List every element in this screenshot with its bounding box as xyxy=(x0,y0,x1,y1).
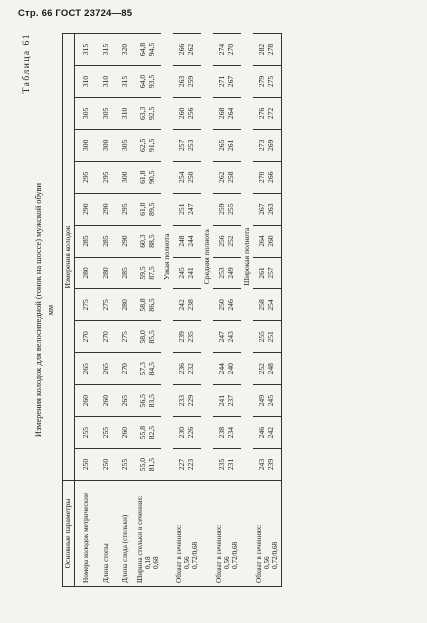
table-unit: мм xyxy=(46,304,55,316)
table-cell: 249 245 xyxy=(253,385,282,417)
table-cell: 246 242 xyxy=(253,417,282,449)
table-cell: 263 259 xyxy=(173,66,201,98)
table-cell: 260 xyxy=(97,385,116,417)
parameter-name: Длина стопы xyxy=(102,543,111,583)
table-cell: 254 250 xyxy=(173,161,201,193)
parameter-label xyxy=(173,481,201,587)
table-cell: 282 278 xyxy=(253,34,282,66)
table-cell: 305 xyxy=(116,129,135,161)
table-cell: 251 247 xyxy=(173,193,201,225)
table-cell: 280 xyxy=(75,257,98,289)
measurements-table xyxy=(62,33,282,587)
table-caption: Измерения колодок для велосипедной (гонок на шоссе) мужской обуви xyxy=(34,182,43,438)
table-cell: 315 xyxy=(75,34,98,66)
section-row xyxy=(161,34,173,587)
table-cell: 241 237 xyxy=(213,385,241,417)
table-cell: 290 xyxy=(116,225,135,257)
table-cell: 295 xyxy=(116,193,135,225)
table-cell: 63,3 92,5 xyxy=(135,97,161,129)
table-cell: 270 xyxy=(97,321,116,353)
parameter-label xyxy=(213,481,241,587)
table-cell: 244 240 xyxy=(213,353,241,385)
table-cell: 260 xyxy=(75,385,98,417)
table-cell: 285 xyxy=(75,225,98,257)
table-cell: 61,0 89,5 xyxy=(135,193,161,225)
table-cell: 230 226 xyxy=(173,417,201,449)
table-cell: 271 267 xyxy=(213,66,241,98)
parameter-name: Длина следа (стельки) xyxy=(121,514,130,583)
table-cell: 242 238 xyxy=(173,289,201,321)
table-row xyxy=(173,34,201,587)
table-cell: 279 275 xyxy=(253,66,282,98)
parameter-label xyxy=(75,481,98,587)
table-cell: 300 xyxy=(116,161,135,193)
table-cell: 250 xyxy=(75,449,98,481)
table-cell: 280 xyxy=(97,257,116,289)
table-cell: 273 269 xyxy=(253,129,282,161)
table-cell: 255 xyxy=(97,417,116,449)
column-header-measurements: Измерения колодок xyxy=(63,34,75,481)
table-cell: 258 254 xyxy=(253,289,282,321)
table-row xyxy=(97,34,116,587)
table-cell: 236 232 xyxy=(173,353,201,385)
table-cell: 265 xyxy=(75,353,98,385)
table-cell: 320 xyxy=(116,34,135,66)
table-cell: 310 xyxy=(97,66,116,98)
parameter-sections: 0,56 0,72/0,68 xyxy=(222,541,240,569)
section-spacer xyxy=(201,481,213,587)
table-cell: 305 xyxy=(75,97,98,129)
parameter-label xyxy=(116,481,135,587)
table-cell: 285 xyxy=(97,225,116,257)
rotated-table-page xyxy=(20,27,423,593)
table-cell: 261 257 xyxy=(253,257,282,289)
parameter-name: Номера колодок метрические xyxy=(81,492,90,583)
table-cell: 285 xyxy=(116,257,135,289)
table-cell: 276 272 xyxy=(253,97,282,129)
table-cell: 57,3 84,5 xyxy=(135,353,161,385)
parameter-name: Обхват в сечениях: xyxy=(254,524,263,583)
table-cell: 235 231 xyxy=(213,449,241,481)
table-cell: 227 223 xyxy=(173,449,201,481)
table-cell: 56,5 83,5 xyxy=(135,385,161,417)
parameter-name: Обхват в сечениях: xyxy=(174,524,183,583)
table-cell: 233 229 xyxy=(173,385,201,417)
table-cell: 247 243 xyxy=(213,321,241,353)
table-cell: 259 255 xyxy=(213,193,241,225)
table-cell: 265 xyxy=(97,353,116,385)
table-cell: 274 270 xyxy=(213,34,241,66)
section-title: Узкая полнота xyxy=(161,233,171,280)
table-cell: 64,0 93,5 xyxy=(135,66,161,98)
column-header-parameters: Основные параметры xyxy=(63,481,75,587)
parameter-sections: 0,56 0,72/0,68 xyxy=(262,541,280,569)
table-row xyxy=(116,34,135,587)
parameter-name: Ширина стельки в сечениях: xyxy=(135,495,144,583)
table-cell: 300 xyxy=(97,129,116,161)
parameter-label xyxy=(135,481,161,587)
table-cell: 255 251 xyxy=(253,321,282,353)
table-cell: 265 261 xyxy=(213,129,241,161)
table-cell: 275 xyxy=(116,321,135,353)
parameter-label xyxy=(253,481,282,587)
table-cell: 280 xyxy=(116,289,135,321)
table-cell: 239 235 xyxy=(173,321,201,353)
table-cell: 250 246 xyxy=(213,289,241,321)
table-cell: 270 266 xyxy=(253,161,282,193)
table-cell: 260 xyxy=(116,417,135,449)
table-cell: 243 239 xyxy=(253,449,282,481)
table-number: Таблица 61 xyxy=(22,33,32,94)
table-cell: 290 xyxy=(97,193,116,225)
section-title: Средняя полнота xyxy=(201,229,211,285)
parameter-sections: 0,18 0,68 xyxy=(143,556,161,569)
table-cell: 265 xyxy=(116,385,135,417)
table-cell: 58,8 86,5 xyxy=(135,289,161,321)
table-cell: 245 241 xyxy=(173,257,201,289)
table-cell: 256 252 xyxy=(213,225,241,257)
page-header: Стр. 66 ГОСТ 23724—85 xyxy=(18,8,133,19)
table-cell: 310 xyxy=(75,66,98,98)
table-cell: 275 xyxy=(75,289,98,321)
table-cell: 60,3 88,5 xyxy=(135,225,161,257)
table-row xyxy=(135,34,161,587)
section-row xyxy=(241,34,253,587)
table-row xyxy=(213,34,241,587)
table-body xyxy=(75,34,282,587)
table-cell: 310 xyxy=(116,97,135,129)
table-cell: 275 xyxy=(97,289,116,321)
table-cell: 59,5 87,5 xyxy=(135,257,161,289)
table-cell: 250 xyxy=(97,449,116,481)
table-cell: 62,5 91,5 xyxy=(135,129,161,161)
table-cell: 315 xyxy=(97,34,116,66)
section-spacer xyxy=(241,481,253,587)
table-cell: 61,8 90,5 xyxy=(135,161,161,193)
table-row xyxy=(75,34,98,587)
parameter-sections: 0,56 0,72/0,68 xyxy=(182,541,200,569)
table-cell: 264 260 xyxy=(253,225,282,257)
table-cell: 260 256 xyxy=(173,97,201,129)
table-cell: 268 264 xyxy=(213,97,241,129)
section-title: Широкая полнота xyxy=(241,227,251,286)
parameter-label xyxy=(97,481,116,587)
table-cell: 252 248 xyxy=(253,353,282,385)
table-cell: 257 253 xyxy=(173,129,201,161)
table-cell: 270 xyxy=(116,353,135,385)
table-cell: 270 xyxy=(75,321,98,353)
table-cell: 238 234 xyxy=(213,417,241,449)
table-cell: 295 xyxy=(97,161,116,193)
table-row xyxy=(253,34,282,587)
table-cell: 255 xyxy=(75,417,98,449)
table-cell: 253 249 xyxy=(213,257,241,289)
table-cell: 295 xyxy=(75,161,98,193)
table-cell: 262 258 xyxy=(213,161,241,193)
table-cell: 315 xyxy=(116,66,135,98)
table-cell: 64,8 94,5 xyxy=(135,34,161,66)
table-cell: 255 xyxy=(116,449,135,481)
table-cell: 305 xyxy=(97,97,116,129)
table-cell: 55,8 82,5 xyxy=(135,417,161,449)
table-cell: 248 244 xyxy=(173,225,201,257)
table-cell: 290 xyxy=(75,193,98,225)
parameter-name: Обхват в сечениях: xyxy=(214,524,223,583)
table-cell: 55,0 81,5 xyxy=(135,449,161,481)
section-spacer xyxy=(161,481,173,587)
table-cell: 266 262 xyxy=(173,34,201,66)
table-cell: 300 xyxy=(75,129,98,161)
section-row xyxy=(201,34,213,587)
table-cell: 267 263 xyxy=(253,193,282,225)
table-cell: 58,0 85,5 xyxy=(135,321,161,353)
